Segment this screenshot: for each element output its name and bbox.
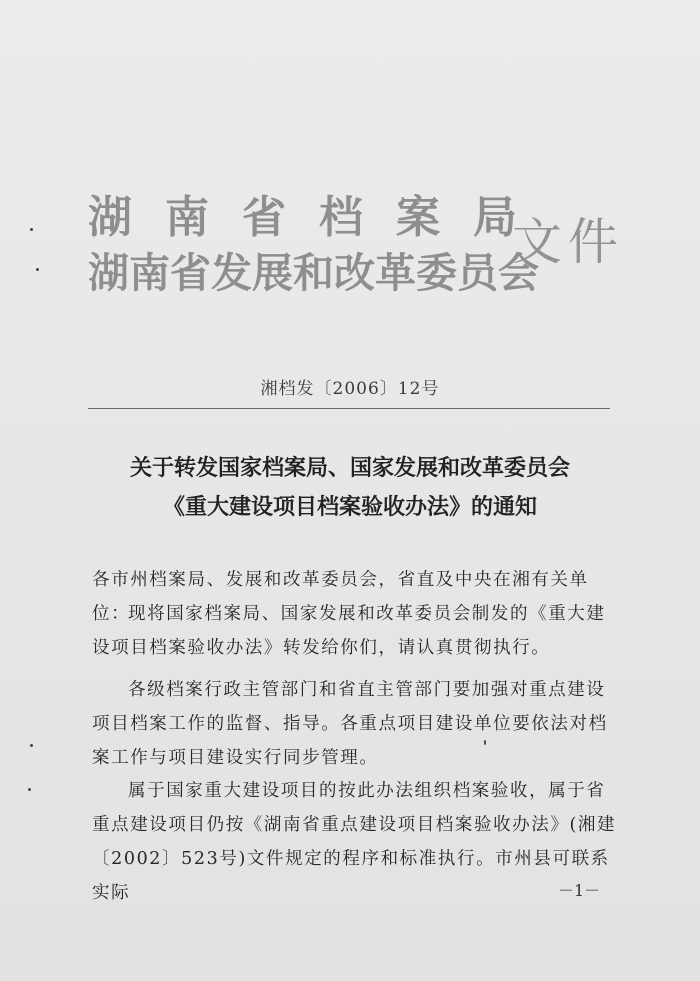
title-line-1: 关于转发国家档案局、国家发展和改革委员会	[129, 455, 570, 481]
scan-speck	[484, 740, 486, 745]
paragraph-1: 现将国家档案局、国家发展和改革委员会制发的《重大建设项目档案验收办法》转发给你们，请认真贯彻执行。	[92, 604, 606, 658]
header-divider	[88, 408, 610, 409]
issuer-line-1: 湖南省档案局	[88, 192, 550, 243]
paragraph-2: 各级档案行政主管部门和省直主管部门要加强对重点建设项目档案工作的监督、指导。各重点项目建设单位要依法对档案工作与项目建设实行同步管理。	[92, 680, 608, 768]
title-line-2: 《重大建设项目档案验收办法》的通知	[162, 494, 537, 520]
salutation: 各市州档案局、发展和改革委员会，省直及中央在湘有关单位：	[92, 570, 589, 624]
issuer-line-2: 湖南省发展和改革委员会	[88, 249, 539, 297]
scan-speck	[30, 228, 33, 231]
scan-speck	[36, 268, 39, 271]
scan-speck	[28, 788, 31, 791]
document-number: 湘档发〔2006〕12号	[260, 379, 440, 399]
page-number: －1－	[558, 881, 601, 900]
paragraph-3: 属于国家重大建设项目的按此办法组织档案验收，属于省重点建设项目仍按《湖南省重点建设项目档案验收办法》(湘建〔2002〕523号)文件规定的程序和标准执行。市州县可联系实际	[92, 781, 617, 903]
document-type-label: 文件	[512, 213, 624, 271]
scan-speck	[30, 744, 33, 747]
